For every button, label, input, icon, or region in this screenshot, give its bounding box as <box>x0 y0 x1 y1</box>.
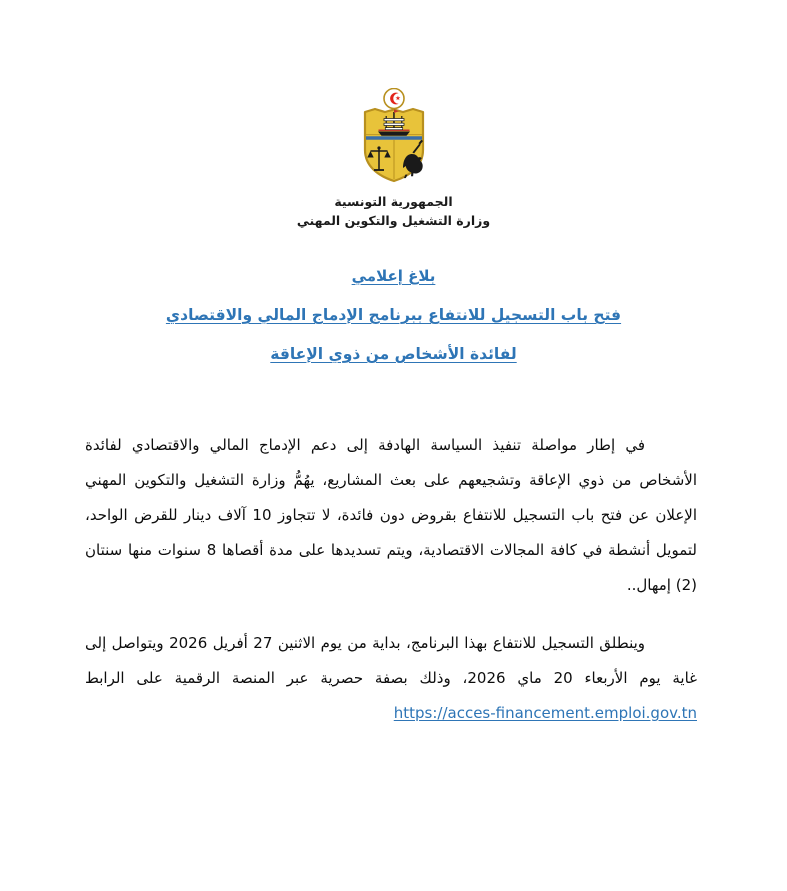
subtitle-beneficiaries <box>0 345 787 363</box>
tunisian-national-emblem-icon <box>348 88 440 186</box>
registration-platform-link[interactable]: https://acces-financement.emploi.gov.tn <box>393 704 697 722</box>
body-paragraph-1: في إطار مواصلة تنفيذ السياسة الهادفة إلى دعم الإدماج المالي والاقتصادي لفائدة الأشخاص من ذوي الإعاقة وتشجيعهم على بعث المشاريع، يهُمُّ وزارة التشغيل والتكوين المهني الإعلان عن فتح باب التسجيل للانتفاع بقروض دون فائدة، لا تتجاوز 10 آلاف دينار للقرض الواحد، لتمويل أنشطة في كافة المجالات الاقتصادية، ويتم تسديدها على مدة أقصاها 8 سنوات منها سنتان (2) إمهال.. <box>85 436 698 594</box>
body-paragraph-2-text: وينطلق التسجيل للانتفاع بهذا البرنامج، بداية من يوم الاثنين 27 أفريل 2026 ويتواصل إلى غاية يوم الأربعاء 20 ماي 2026، وذلك بصفة حصرية عبر المنصة الرقمية على الرابط <box>85 634 697 687</box>
subtitle-program <box>0 306 787 324</box>
organization-header <box>0 192 787 231</box>
document-body <box>85 428 697 731</box>
emblem-container <box>0 0 787 186</box>
page-title-text: بلاغ إعلامي <box>351 266 436 285</box>
page-title <box>0 267 787 285</box>
subtitle-program-text: فتح باب التسجيل للانتفاع ببرنامج الإدماج المالي والاقتصادي <box>165 305 622 324</box>
body-paragraph-2 <box>85 626 697 731</box>
organization-ministry: وزارة التشغيل والتكوين المهني <box>296 213 491 229</box>
organization-country: الجمهورية التونسية <box>334 194 453 209</box>
subtitle-beneficiaries-text: لفائدة الأشخاص من ذوي الإعاقة <box>270 344 517 363</box>
document-titles <box>0 267 787 363</box>
